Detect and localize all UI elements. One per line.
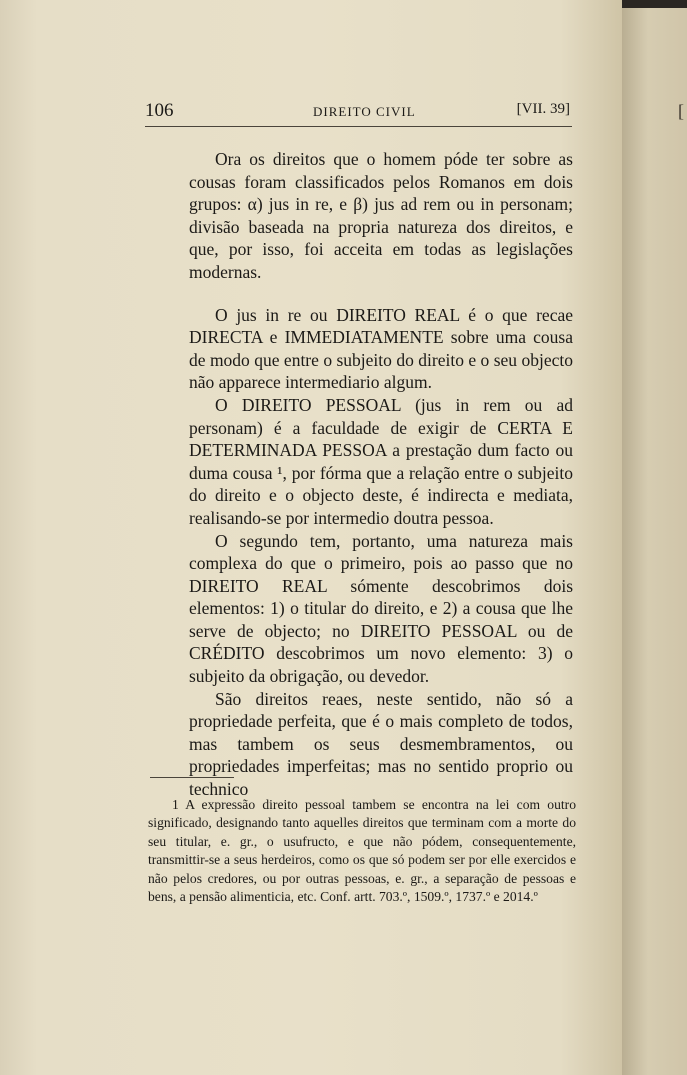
paragraph-4: O segundo tem, portanto, uma natureza mais complexa do que o primeiro, pois ao passo que no DIREITO REAL sómente descobrimos dois elementos: 1) o titular do direito, e 2) a cousa que lhe serve de objecto; no DIREITO PESSOAL ou de CRÉDITO descobrimos um novo elemento: 3) o subjeito da obrigação, ou devedor. [189,530,573,687]
paragraph-5: São direitos reaes, neste sentido, não só a propriedade perfeita, que é o mais completo de todos, mas tambem os seus desmembramentos, ou propriedades imperfeitas; mas no sentido proprio ou technico [189,688,573,800]
section-reference: [VII. 39] [516,101,570,117]
page-number: 106 [145,100,174,121]
footnote-text: 1 A expressão direito pessoal tambem se encontra na lei com outro significado, designando tanto aquelles direitos que terminam com a morte do seu titular, e. gr., o usufructo, e que não pódem, consequentemente, transmittir-se a seus herdeiros, como os que só podem ser por elle exercidos e não pelos credores, ou por outras pessoas, e. gr., a separação de pessoas e bens, a pensão alimenticia, etc. Conf. artt. 703.º, 1509.º, 1737.º e 2014.º [148,797,576,905]
footnote-rule [150,777,234,778]
footnote [148,796,576,906]
running-head [145,100,570,126]
edge-bracket: [ [678,101,684,121]
paragraph-1: Ora os direitos que o homem póde ter sobre as cousas foram classificados pelos Romanos em dois grupos: α) jus in re, e β) jus ad rem ou in personam; divisão baseada na propria natureza dos direitos, e que, por isso, foi acceita em todas as legislações modernas. [189,149,573,282]
paragraph-2: O jus in re ou DIREITO REAL é o que recae DIRECTA e IMMEDIATAMENTE sobre uma cousa de modo que entre o subjeito do direito e o seu objecto não apparece intermediario algum. [189,304,573,393]
paragraph-3: O DIREITO PESSOAL (jus in rem ou ad personam) é a faculdade de exigir de CERTA E DETERMINADA PESSOA a prestação dum facto ou duma cousa ¹, por fórma que a relação entre o subjeito do direito e o objecto deste, é indirecta e mediata, realisando-se por intermedio doutra pessoa. [189,394,573,528]
adjacent-page-edge [622,8,687,1075]
running-title: DIREITO CIVIL [313,104,416,119]
body-text [189,148,573,801]
header-rule [145,126,572,127]
